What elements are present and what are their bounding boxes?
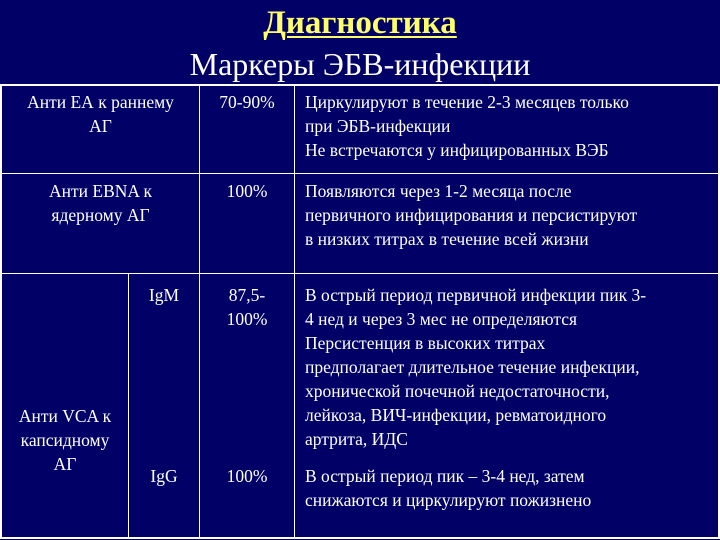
vca-class-divider bbox=[128, 273, 129, 538]
slide-title: Диагностика bbox=[263, 5, 457, 41]
marker-ebna: Анти EBNA к ядерному АГ bbox=[49, 181, 152, 225]
percent-vca-igg: 100% bbox=[226, 466, 268, 486]
description-ea: Циркулируют в течение 2-3 месяцев только при ЭБВ-инфекции Не встречаются у инфицированных ВЭБ bbox=[305, 92, 629, 160]
marker-vca: Анти VCA к капсидному АГ bbox=[18, 406, 112, 474]
percent-ea: 70-90% bbox=[219, 92, 275, 112]
vca-class-igg: IgG bbox=[150, 466, 178, 486]
row-divider-2 bbox=[0, 273, 720, 274]
marker-ea: Анти ЕА к раннему АГ bbox=[27, 92, 174, 136]
row-divider-1 bbox=[0, 173, 720, 174]
table-border-bottom bbox=[0, 537, 720, 539]
percent-ebna: 100% bbox=[226, 181, 268, 201]
slide-subtitle: Маркеры ЭБВ-инфекции bbox=[189, 46, 531, 82]
percent-vca-igm: 87,5- 100% bbox=[226, 285, 268, 329]
column-divider-description bbox=[294, 84, 295, 538]
table-border-top bbox=[0, 84, 720, 86]
description-vca-igg: В острый период пик – 3-4 нед, затем снижаются и циркулируют пожизнено bbox=[305, 466, 592, 510]
vca-class-igm: IgM bbox=[148, 285, 180, 305]
description-vca-igm: В острый период первичной инфекции пик 3- 4 нед и через 3 мес не определяются Персистенция в высоких титрах предполагает длительное течение инфекции, хронической почечной недостаточности, лейкоза, ВИЧ-инфекции, ревматоидного артрита, ИДС bbox=[305, 285, 647, 449]
description-ebna: Появляются через 1-2 месяца после первичного инфицирования и персистируют в низких титрах в течение всей жизни bbox=[305, 181, 638, 249]
